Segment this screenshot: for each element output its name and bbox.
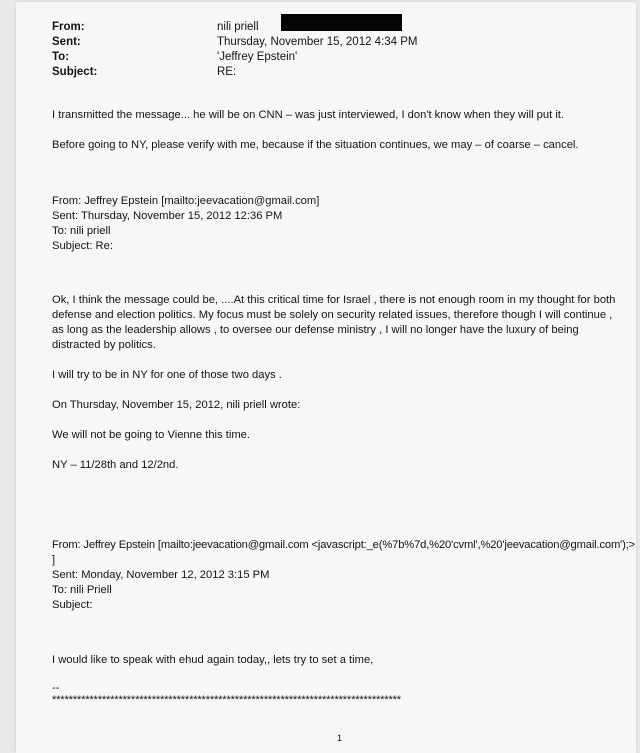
- email-header: [52, 20, 467, 80]
- from-label: From:: [52, 21, 85, 33]
- quoted-header-1: [52, 194, 622, 254]
- quote1-dates: NY – 11/28th and 12/2nd.: [52, 459, 179, 471]
- sent-value: Thursday, November 15, 2012 4:34 PM: [217, 36, 418, 48]
- quoted-body-2: [52, 653, 622, 708]
- page-number: 1: [337, 733, 343, 743]
- quote1-vienne: We will not be going to Vienne this time.: [52, 429, 250, 441]
- subject-label: Subject:: [52, 66, 98, 78]
- quote2-to: To: nili Priell: [52, 584, 112, 596]
- quote1-to: To: nili priell: [52, 225, 111, 237]
- message-body: [52, 108, 622, 153]
- quote1-body: Ok, I think the message could be, ....At this critical time for Israel , there is not enough room in my thought for both defense and election politics. My focus must be solely on security related issues, therefore though I will continue , as long as the leadership allows , to oversee our defense ministry , I will no longer have the luxury of being distracted by politics.: [52, 294, 616, 351]
- quote1-line-2: I will try to be in NY for one of those two days .: [52, 369, 282, 381]
- redaction-bar: [281, 14, 402, 31]
- quote2-subject: Subject:: [52, 599, 93, 611]
- message-line-2: Before going to NY, please verify with me, because if the situation continues, we may – of coarse – cancel.: [52, 139, 579, 151]
- quote2-bracket: ]: [52, 554, 56, 566]
- to-label: To:: [52, 51, 70, 63]
- quoted-body-1: [52, 293, 622, 473]
- subject-value: RE:: [217, 66, 237, 78]
- document-page: [16, 2, 636, 753]
- quote2-body: I would like to speak with ehud again today,, lets try to set a time,: [52, 654, 374, 666]
- separator-stars: ************************************************************************************: [52, 694, 401, 706]
- quote1-wrote: On Thursday, November 15, 2012, nili priell wrote:: [52, 399, 301, 411]
- quote2-from: From: Jeffrey Epstein [mailto:jeevacation@gmail.com <javascript:_e(%7b%7d,%20'cvml',%20'jeevacation@gmail.com');>: [52, 539, 636, 551]
- quote2-dash: --: [52, 682, 60, 694]
- quote1-sent: Sent: Thursday, November 15, 2012 12:36 PM: [52, 210, 283, 222]
- quote2-sent: Sent: Monday, November 12, 2012 3:15 PM: [52, 569, 270, 581]
- quote1-subject: Subject: Re:: [52, 240, 113, 252]
- quote1-from: From: Jeffrey Epstein [mailto:jeevacation@gmail.com]: [52, 195, 320, 207]
- from-value: nili priell: [217, 21, 259, 33]
- quoted-header-2: [52, 538, 636, 613]
- to-value: 'Jeffrey Epstein': [217, 51, 298, 63]
- sent-label: Sent:: [52, 36, 81, 48]
- message-line-1: I transmitted the message... he will be on CNN – was just interviewed, I don't know when they will put it.: [52, 109, 565, 121]
